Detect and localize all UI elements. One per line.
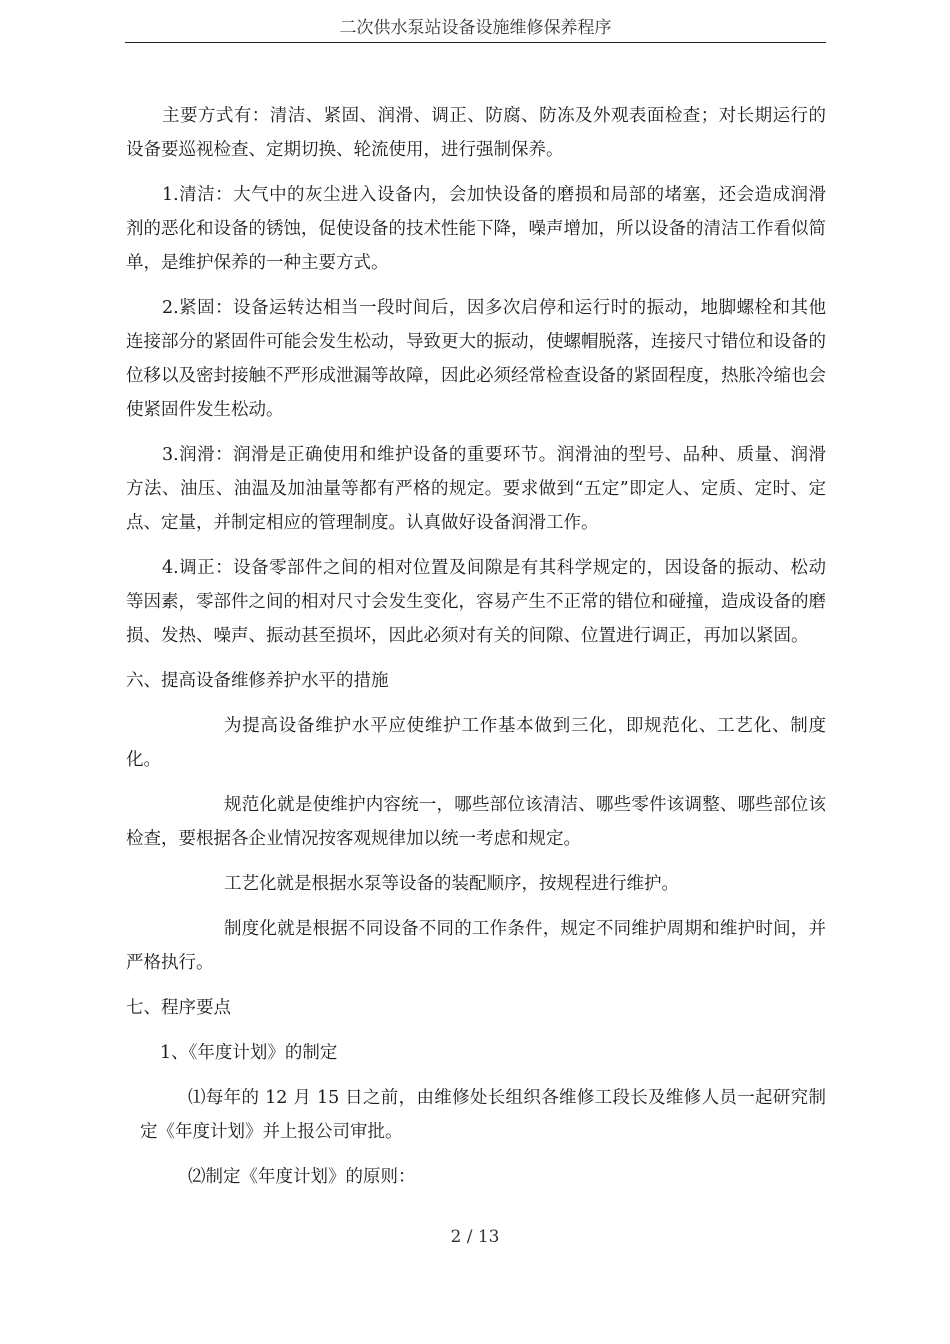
paragraph-main-methods: 主要方式有：清洁、紧固、润滑、调正、防腐、防冻及外观表面检查；对长期运行的设备要巡视检查、定期切换、轮流使用，进行强制保养。: [126, 106, 826, 160]
paragraph-adjustment: 4.调正：设备零部件之间的相对位置及间隙是有其科学规定的，因设备的振动、松动等因素，零部件之间的相对尺寸会发生变化，容易产生不正常的错位和碰撞，造成设备的磨损、发热、噪声、振动甚至损坏，因此必须对有关的间隙、位置进行调正，再加以紧固。: [126, 558, 826, 646]
paragraph-standardization: 规范化就是使维护内容统一，哪些部位该清洁、哪些零件该调整、哪些部位该检查，要根据各企业情况按客观规律加以统一考虑和规定。: [126, 795, 826, 849]
section-heading-seven: 七、程序要点: [126, 998, 231, 1018]
paragraph-annual-plan-step2: ⑵制定《年度计划》的原则：: [188, 1167, 416, 1187]
paragraph-three-standards: 为提高设备维护水平应使维护工作基本做到三化，即规范化、工艺化、制度化。: [126, 716, 826, 770]
document-body: [126, 99, 826, 1205]
paragraph-fastening: 2.紧固：设备运转达相当一段时间后，因多次启停和运行时的振动，地脚螺栓和其他连接部分的紧固件可能会发生松动，导致更大的振动，使螺帽脱落，连接尺寸错位和设备的位移以及密封接触不严形成泄漏等故障，因此必须经常检查设备的紧固程度，热胀冷缩也会使紧固件发生松动。: [126, 298, 826, 420]
section-heading-six: 六、提高设备维修养护水平的措施: [126, 671, 389, 691]
page-number: 2 / 13: [450, 1227, 500, 1247]
page-footer: [0, 1224, 950, 1250]
document-title: 二次供水泵站设备设施维修保养程序: [339, 18, 612, 38]
paragraph-annual-plan-step1: ⑴每年的 12 月 15 日之前，由维修处长组织各维修工段长及维修人员一起研究制定《年度计划》并上报公司审批。: [140, 1088, 826, 1142]
subheading-annual-plan: 1、《年度计划》的制定: [160, 1043, 338, 1063]
paragraph-craft: 工艺化就是根据水泵等设备的装配顺序，按规程进行维护。: [224, 874, 679, 894]
paragraph-system: 制度化就是根据不同设备不同的工作条件，规定不同维护周期和维护时间，并严格执行。: [126, 919, 826, 973]
paragraph-lubrication: 3.润滑：润滑是正确使用和维护设备的重要环节。润滑油的型号、品种、质量、润滑方法、油压、油温及加油量等都有严格的规定。要求做到“五定”即定人、定质、定时、定点、定量，并制定相应的管理制度。认真做好设备润滑工作。: [126, 445, 826, 533]
paragraph-cleaning: 1.清洁：大气中的灰尘进入设备内，会加快设备的磨损和局部的堵塞，还会造成润滑剂的恶化和设备的锈蚀，促使设备的技术性能下降，噪声增加，所以设备的清洁工作看似简单，是维护保养的一种主要方式。: [126, 185, 826, 273]
page-header: [125, 14, 826, 43]
